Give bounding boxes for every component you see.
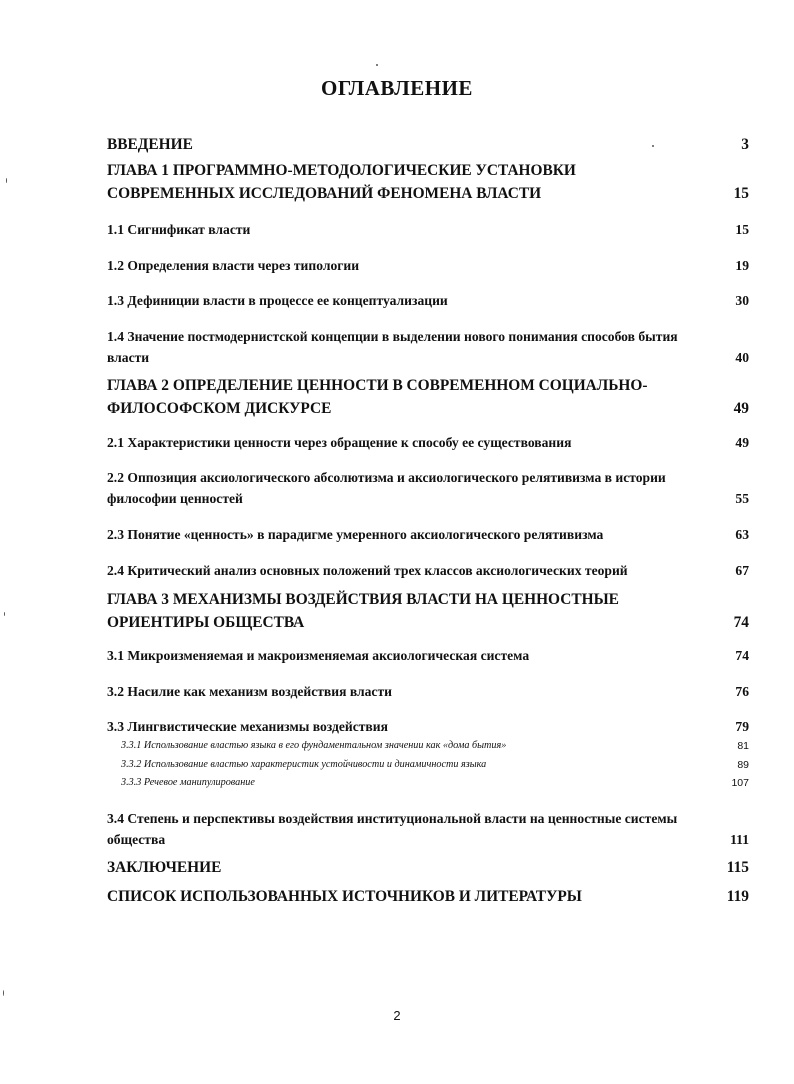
toc-entry-chapter-1[interactable] <box>107 159 749 205</box>
toc-entry-section-1-3[interactable] <box>107 290 749 311</box>
toc-entry-page: 3 <box>741 136 749 153</box>
toc-entry-page: 79 <box>735 719 749 734</box>
toc-entry-page: 15 <box>733 185 749 202</box>
toc-entry-page: 115 <box>726 859 749 876</box>
toc-entry-section-3-2[interactable] <box>107 681 749 702</box>
toc-entry-title: 2.3 Понятие «ценность» в парадигме умеренного аксиологического релятивизма <box>107 527 604 542</box>
toc-entry-section-3-1[interactable] <box>107 645 749 666</box>
toc-entry-title: 2.2 Оппозиция аксиологического абсолютизма и аксиологического релятивизма в истории философии ценностей <box>107 470 666 506</box>
toc-entry-page: 30 <box>735 293 749 308</box>
toc-entry-page: 15 <box>735 222 749 237</box>
toc-entry-title: 1.1 Сигнификат власти <box>107 222 251 237</box>
toc-entry-chapter-3[interactable] <box>107 588 749 634</box>
toc-entry-page: 74 <box>735 648 749 663</box>
page-number: 2 <box>393 1008 401 1023</box>
toc-entry-title: 1.4 Значение постмодернистской концепции в выделении нового понимания способов бытия власти <box>107 329 678 365</box>
toc-entry-page: 111 <box>730 832 749 847</box>
toc-entry-title: ГЛАВА 2 ОПРЕДЕЛЕНИЕ ЦЕННОСТИ В СОВРЕМЕННОМ СОЦИАЛЬНО-ФИЛОСОФСКОМ ДИСКУРСЕ <box>107 377 648 417</box>
toc-entry-title: 3.3.1 Использование властью языка в его фундаментальном значении как «дома бытия» <box>121 740 507 751</box>
toc-entry-section-1-1[interactable] <box>107 219 749 240</box>
scan-speck <box>6 178 7 183</box>
scan-speck <box>4 612 5 616</box>
toc-entry-page: 119 <box>726 888 749 905</box>
toc-heading: ОГЛАВЛЕНИЕ <box>321 76 473 100</box>
toc-entry-title: ЗАКЛЮЧЕНИЕ <box>107 859 222 876</box>
toc-entry-title: 2.1 Характеристики ценности через обращение к способу ее существования <box>107 435 572 450</box>
toc-entry-conclusion[interactable] <box>107 856 749 879</box>
toc-entry-page: 49 <box>733 400 749 417</box>
toc-entry-section-2-2[interactable] <box>107 467 749 509</box>
toc-entry-subsection-3-3-1[interactable] <box>121 737 749 755</box>
scan-speck <box>376 64 378 66</box>
toc-entry-chapter-2[interactable] <box>107 374 749 420</box>
toc-entry-page: 63 <box>735 527 749 542</box>
toc-entry-page: 55 <box>735 491 749 506</box>
toc-entry-page: 40 <box>735 350 749 365</box>
toc-entry-title: 3.3.2 Использование властью характеристик устойчивости и динамичности языка <box>121 759 487 770</box>
toc-entry-page: 49 <box>735 435 749 450</box>
toc-entry-section-2-3[interactable] <box>107 524 749 545</box>
toc-entry-section-1-4[interactable] <box>107 326 749 368</box>
toc-entry-section-2-4[interactable] <box>107 560 749 581</box>
toc-entry-title: 3.4 Степень и перспективы воздействия институциональной власти на ценностные системы общества <box>107 811 678 847</box>
toc-entry-title: 1.3 Дефиниции власти в процессе ее концептуализации <box>107 293 448 308</box>
toc-entry-section-3-4[interactable] <box>107 808 749 850</box>
toc-entry-title: СПИСОК ИСПОЛЬЗОВАННЫХ ИСТОЧНИКОВ И ЛИТЕРАТУРЫ <box>107 888 582 905</box>
toc-entry-title: 3.3 Лингвистические механизмы воздействия <box>107 719 388 734</box>
toc-entry-title: 2.4 Критический анализ основных положений трех классов аксиологических теорий <box>107 563 628 578</box>
toc-entry-page: 76 <box>735 684 749 699</box>
toc-entry-title: ВВЕДЕНИЕ <box>107 136 193 153</box>
toc-entry-section-2-1[interactable] <box>107 432 749 453</box>
toc-entry-section-1-2[interactable] <box>107 255 749 276</box>
toc-entry-page: 74 <box>733 614 749 631</box>
toc-entry-title: 1.2 Определения власти через типологии <box>107 258 360 273</box>
toc-entry-introduction[interactable] <box>107 133 749 156</box>
toc-entry-page: 89 <box>737 759 749 771</box>
toc-entry-title: 3.2 Насилие как механизм воздействия власти <box>107 684 392 699</box>
toc-entry-page: 67 <box>735 563 749 578</box>
toc-entry-subsection-3-3-2[interactable] <box>121 756 749 774</box>
scan-speck <box>3 990 4 996</box>
toc-entry-page: 81 <box>737 740 749 752</box>
toc-entry-title: ГЛАВА 1 ПРОГРАММНО-МЕТОДОЛОГИЧЕСКИЕ УСТАНОВКИ СОВРЕМЕННЫХ ИССЛЕДОВАНИЙ ФЕНОМЕНА ВЛАСТИ <box>107 162 576 202</box>
toc-entry-title: 3.3.3 Речевое манипулирование <box>121 777 255 788</box>
toc-entry-title: 3.1 Микроизменяемая и макроизменяемая аксиологическая система <box>107 648 530 663</box>
toc-entry-page: 19 <box>735 258 749 273</box>
toc-entry-bibliography[interactable] <box>107 885 749 908</box>
toc-entry-page: 107 <box>731 777 749 789</box>
toc-entry-subsection-3-3-3[interactable] <box>121 774 749 792</box>
toc-entry-title: ГЛАВА 3 МЕХАНИЗМЫ ВОЗДЕЙСТВИЯ ВЛАСТИ НА ЦЕННОСТНЫЕ ОРИЕНТИРЫ ОБЩЕСТВА <box>107 591 619 631</box>
toc-entry-section-3-3[interactable] <box>107 716 749 737</box>
